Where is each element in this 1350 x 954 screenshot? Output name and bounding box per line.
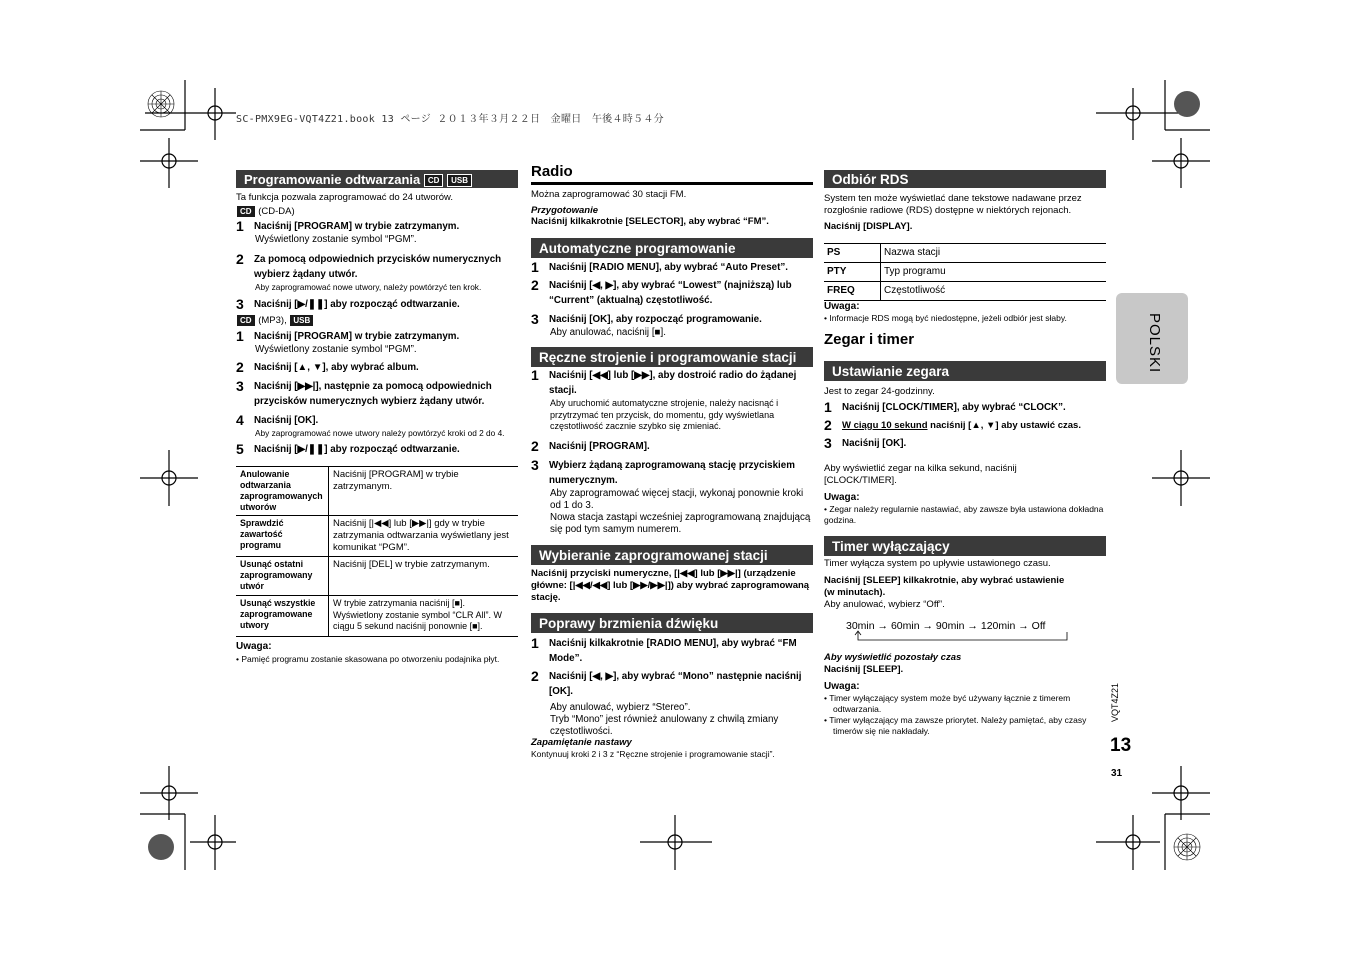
step-note: Aby anulować, wybierz “Stereo”. Tryb “Mono” jest również anulowany z chwilą zmiany częstotliwości. xyxy=(550,702,779,737)
program-actions-table xyxy=(236,466,518,637)
doc-code: VQT4Z21 xyxy=(1110,683,1120,723)
step-note: Aby zaprogramować nowe utwory należy powtórzyć kroki od 2 do 4. xyxy=(255,428,505,438)
step: 2 W ciągu 10 sekund naciśnij [▲, ▼] aby ustawić czas. xyxy=(824,417,1081,433)
step-note: Aby anulować, naciśnij [■]. xyxy=(550,327,666,338)
language-tab-label: POLSKI xyxy=(1146,313,1163,374)
prep-text: Naciśnij kilkakrotnie [SELECTOR], aby wybrać “FM”. xyxy=(531,216,769,227)
cd-tag: CD xyxy=(424,174,444,187)
table-row: Usunąć wszystkie zaprogramowane utwory W trybie zatrzymania naciśnij [■]. Wyświetlony zostanie symbol “CLR All”. W ciągu 5 sekund naciśnij ponownie [■]. xyxy=(236,596,518,637)
rds-note-title: Uwaga: xyxy=(824,301,860,312)
step: 5 Naciśnij [▶/❚❚] aby rozpocząć odtwarzanie. xyxy=(236,441,460,457)
manual-steps xyxy=(531,368,813,536)
step: 2 Naciśnij [◀, ▶], aby wybrać “Lowest” (najniższą) lub “Current” (aktualną) częstotliwość. xyxy=(531,277,792,306)
step-note: Aby zaprogramować nowe utwory, należy powtórzyć ten krok. xyxy=(255,282,482,292)
rds-table xyxy=(824,243,1106,301)
section-title-programming: Programowanie odtwarzania CD USB xyxy=(236,170,518,188)
sleep-cycle: 30min → 60min → 90min → 120min → Off xyxy=(846,620,1046,632)
step: 1 Naciśnij [◀◀] lub [▶▶], aby dostroić radio do żądanej stacji. xyxy=(531,367,797,396)
cd-tag: CD xyxy=(236,314,256,327)
usb-tag: USB xyxy=(447,174,472,187)
step: 4 Naciśnij [OK]. xyxy=(236,412,319,428)
step: 1 Naciśnij kilkakrotnie [RADIO MENU], aby wybrać “FM Mode”. xyxy=(531,635,797,664)
note-text: • Pamięć programu zostanie skasowana po otworzeniu podajnika płyt. xyxy=(236,654,500,664)
cycle-return-arrow xyxy=(854,630,1074,644)
section-title-sound: Poprawy brzmienia dźwięku xyxy=(531,613,813,633)
cdda-steps xyxy=(236,219,518,312)
sound-steps xyxy=(531,636,813,738)
step: 1 Naciśnij [RADIO MENU], aby wybrać “Auto Preset”. xyxy=(531,259,788,275)
cd-tag: CD xyxy=(236,205,256,218)
clock-note: • Zegar należy regularnie nastawiać, aby zawsze była ustawiona dokładna godzina. xyxy=(824,504,1104,525)
sleep-note-title: Uwaga: xyxy=(824,681,860,692)
clock-show: Aby wyświetlić zegar na kilka sekund, naciśnij [CLOCK/TIMER]. xyxy=(824,463,1017,486)
section-title-select: Wybieranie zaprogramowanej stacji xyxy=(531,545,813,565)
step: 1 Naciśnij [CLOCK/TIMER], aby wybrać “CLOCK”. xyxy=(824,399,1066,415)
note-title: Uwaga: xyxy=(236,641,272,652)
memo-title: Zapamiętanie nastawy xyxy=(531,737,632,748)
page-number-large: 13 xyxy=(1110,735,1132,756)
mp3-heading: CD (MP3), USB xyxy=(236,314,314,327)
step-note: Aby uruchomić automatyczne strojenie, należy nacisnąć i przytrzymać ten przycisk, do momentu, gdy wyświetlana częstotliwość zacznie szybko się zmieniać. xyxy=(550,398,779,431)
sleep-cancel: Aby anulować, wybierz “Off”. xyxy=(824,599,945,610)
clock-steps xyxy=(824,400,1110,451)
clock-heading: Zegar i timer xyxy=(824,331,915,348)
step-note: Aby zaprogramować więcej stacji, wykonaj ponownie kroki od 1 do 3. Nowa stacja zastąpi wcześniej zaprogramowaną znajdującą się pod tym samym numerem. xyxy=(550,487,811,535)
section-title-clock: Ustawianie zegara xyxy=(824,361,1106,381)
table-row: Usunąć ostatni zaprogramowany utwór Naciśnij [DEL] w trybie zatrzymanym. xyxy=(236,557,518,596)
section-title-manual: Ręczne strojenie i programowanie stacji xyxy=(531,347,813,367)
step: 3 Naciśnij [▶/❚❚] aby rozpocząć odtwarzanie. xyxy=(236,296,460,312)
prep-title: Przygotowanie xyxy=(531,205,599,216)
radio-intro: Można zaprogramować 30 stacji FM. xyxy=(531,189,687,200)
cdda-heading: CD (CD-DA) xyxy=(236,205,295,218)
step-note: Wyświetlony zostanie symbol “PGM”. xyxy=(255,344,417,355)
table-row: FREQ Częstotliwość xyxy=(824,282,1106,301)
step: 3 Naciśnij [OK]. xyxy=(824,435,907,451)
table-row: PS Nazwa stacji xyxy=(824,244,1106,263)
step: 3 Wybierz żądaną zaprogramowaną stację przyciskiem numerycznym. xyxy=(531,456,795,486)
step: 3 Naciśnij [OK], aby rozpocząć programowanie. xyxy=(531,311,762,327)
radio-heading: Radio xyxy=(531,163,813,185)
sleep-press: Naciśnij [SLEEP] kilkakrotnie, aby wybrać ustawienie (w minutach). xyxy=(824,575,1065,598)
section-title-auto: Automatyczne programowanie xyxy=(531,238,813,258)
table-row: Sprawdzić zawartość programu Naciśnij [|◀◀] lub [▶▶|] gdy w trybie zatrzymania odtwarzania wyświetlany jest komunikat “PGM”. xyxy=(236,516,518,557)
page-number-small: 31 xyxy=(1111,768,1123,779)
step: 1 Naciśnij [PROGRAM] w trybie zatrzymanym. xyxy=(236,218,460,234)
step-note: Wyświetlony zostanie symbol “PGM”. xyxy=(255,234,417,245)
language-tab xyxy=(1116,293,1188,384)
select-text: Naciśnij przyciski numeryczne, [|◀◀] lub [▶▶|] (urządzenie główne: [|◀◀/◀◀] lub [▶▶/▶▶|]) aby wybrać zaprogramowaną stację. xyxy=(531,568,810,603)
sleep-notes: • Timer wyłączający system może być używany łącznie z timerem odtwarzania. • Timer wyłączający ma zawsze priorytet. Należy pamiętać, aby czasy timerów się nie nakładały. xyxy=(824,693,1087,736)
step: 2 Za pomocą odpowiednich przycisków numerycznych wybierz żądany utwór. xyxy=(236,251,502,280)
clock-intro: Jest to zegar 24-godzinny. xyxy=(824,386,935,397)
remain-text: Naciśnij [SLEEP]. xyxy=(824,664,904,675)
usb-tag: USB xyxy=(289,314,314,327)
step: 2 Naciśnij [PROGRAM]. xyxy=(531,437,650,454)
section-title-rds: Odbiór RDS xyxy=(824,170,1106,188)
sleep-intro: Timer wyłącza system po upływie ustawionego czasu. xyxy=(824,558,1051,569)
section-title-sleep: Timer wyłączający xyxy=(824,536,1106,556)
mp3-steps xyxy=(236,329,518,457)
table-row: PTY Typ programu xyxy=(824,263,1106,282)
programming-intro: Ta funkcja pozwala zaprogramować do 24 utworów. xyxy=(236,192,454,203)
step: 1 Naciśnij [PROGRAM] w trybie zatrzymanym. xyxy=(236,328,460,344)
clock-note-title: Uwaga: xyxy=(824,492,860,503)
file-info-line: SC-PMX9EG-VQT4Z21.book 13 ページ ２０１３年３月２２日 金曜日 午後４時５４分 xyxy=(236,114,664,125)
step: 2 Naciśnij [◀, ▶], aby wybrać “Mono” następnie naciśnij [OK]. xyxy=(531,668,802,697)
step: 3 Naciśnij [▶▶|], następnie za pomocą odpowiednich przycisków numerycznych wybierz żądany utwór. xyxy=(236,378,492,407)
memo-text: Kontynuuj kroki 2 i 3 z “Ręczne strojenie i programowanie stacji”. xyxy=(531,749,775,759)
auto-steps xyxy=(531,260,813,339)
table-row: Anulowanie odtwarzania zaprogramowanych utworów Naciśnij [PROGRAM] w trybie zatrzymanym. xyxy=(236,467,518,516)
rds-intro: System ten może wyświetlać dane tekstowe nadawane przez rozgłośnie radiowe (RDS) dostępne w niektórych rejonach. xyxy=(824,193,1082,216)
step: 2 Naciśnij [▲, ▼], aby wybrać album. xyxy=(236,359,419,375)
rds-note: • Informacje RDS mogą być niedostępne, jeżeli odbiór jest słaby. xyxy=(824,313,1067,323)
remain-title: Aby wyświetlić pozostały czas xyxy=(824,652,962,663)
rds-press: Naciśnij [DISPLAY]. xyxy=(824,221,913,232)
